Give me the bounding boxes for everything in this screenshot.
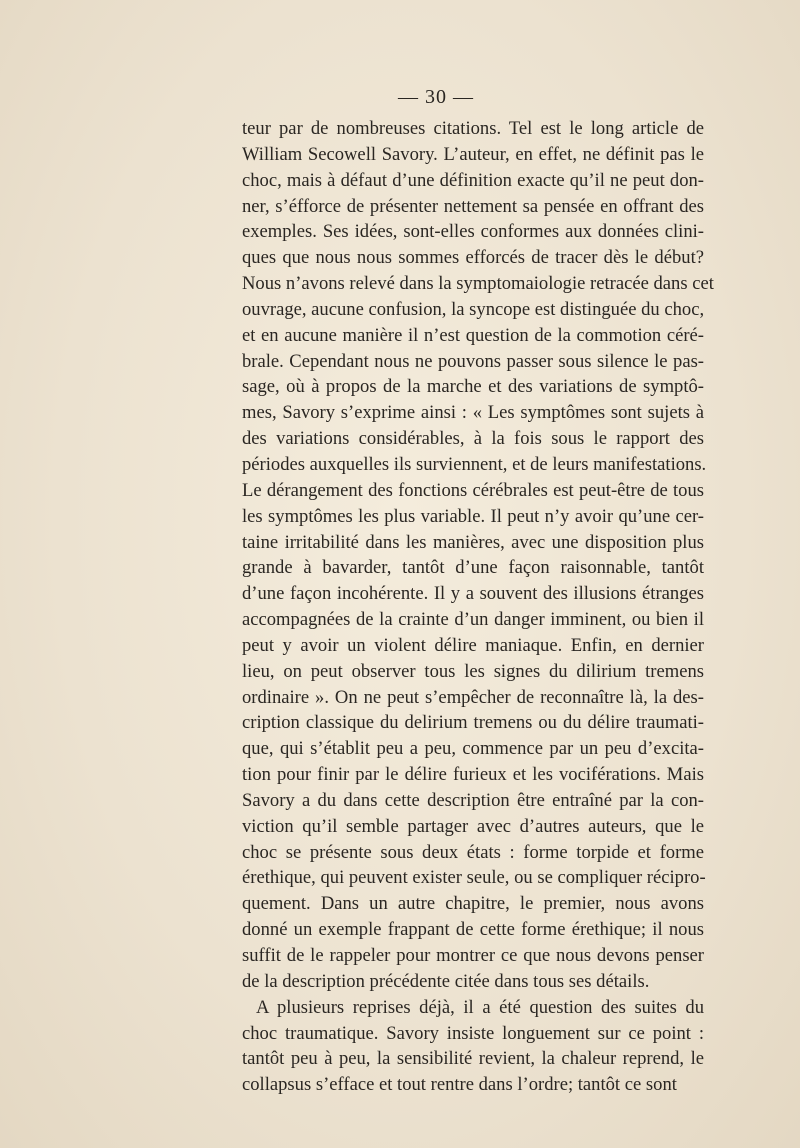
text-line: donné un exemple frappant de cette forme érethique; il nous — [242, 919, 704, 941]
text-line: tion pour finir par le délire furieux et les vociférations. Mais — [242, 764, 704, 786]
text-line: lieu, on peut observer tous les signes du dilirium tremens — [242, 660, 704, 682]
text-line: d’une façon incohérente. Il y a souvent des illusions étranges — [242, 583, 704, 605]
text-line: quement. Dans un autre chapitre, le premier, nous avons — [242, 893, 704, 915]
text-line: sage, où à propos de la marche et des variations de symptô- — [242, 376, 704, 398]
text-line: des variations considérables, à la fois sous le rapport des — [242, 428, 704, 450]
text-line: exemples. Ses idées, sont-elles conformes aux données clini- — [242, 221, 704, 243]
text-line: ner, s’éfforce de présenter nettement sa pensée en offrant des — [242, 195, 704, 217]
text-line: tantôt peu à peu, la sensibilité revient, la chaleur reprend, le — [242, 1048, 704, 1070]
text-line: périodes auxquelles ils surviennent, et de leurs manifestations. — [242, 453, 707, 475]
text-line: ouvrage, aucune confusion, la syncope est distinguée du choc, — [242, 298, 705, 320]
text-line: teur par de nombreuses citations. Tel est le long article de — [242, 118, 704, 139]
text-line: érethique, qui peuvent exister seule, ou se compliquer récipro- — [242, 867, 706, 889]
text-line: A plusieurs reprises déjà, il a été question des suites du — [256, 996, 704, 1018]
text-line: choc traumatique. Savory insiste longuement sur ce point : — [242, 1022, 704, 1044]
text-line: grande à bavarder, tantôt d’une façon raisonnable, tantôt — [242, 557, 704, 579]
text-line: mes, Savory s’exprime ainsi : « Les symptômes sont sujets à — [242, 402, 704, 424]
text-line: suffit de le rappeler pour montrer ce que nous devons penser — [242, 945, 704, 966]
text-line: peut y avoir un violent délire maniaque. Enfin, en dernier — [242, 634, 704, 656]
text-line: de la description précédente citée dans tous ses détails. — [242, 970, 650, 992]
text-line: viction qu’il semble partager avec d’autres auteurs, que le — [242, 815, 704, 837]
text-line: brale. Cependant nous ne pouvons passer sous silence le pas- — [242, 350, 704, 372]
text-line: cription classique du delirium tremens ou du délire traumati- — [242, 712, 704, 734]
page-number: — 30 — — [398, 86, 474, 108]
text-line: les symptômes les plus variable. Il peut n’y avoir qu’une cer- — [242, 505, 704, 527]
text-line: William Secowell Savory. L’auteur, en effet, ne définit pas le — [242, 143, 704, 165]
text-line: Savory a du dans cette description être entraîné par la con- — [242, 789, 704, 811]
text-line: choc, mais à défaut d’une définition exacte qu’il ne peut don- — [242, 169, 704, 191]
text-line: Le dérangement des fonctions cérébrales est peut-être de tous — [242, 479, 704, 501]
text-line: Nous n’avons relevé dans la symptomaiologie retracée dans cet — [242, 273, 714, 295]
text-line: accompagnées de la crainte d’un danger imminent, ou bien il — [242, 609, 704, 631]
text-line: et en aucune manière il n’est question de la commotion céré- — [242, 324, 704, 346]
text-line: ques que nous nous sommes efforcés de tracer dès le début? — [242, 247, 704, 269]
text-line: collapsus s’efface et tout rentre dans l’ordre; tantôt ce sont — [242, 1074, 677, 1096]
text-line: que, qui s’établit peu a peu, commence par un peu d’excita- — [242, 738, 704, 760]
text-line: choc se présente sous deux états : forme torpide et forme — [242, 841, 704, 863]
body-text — [242, 116, 714, 1098]
text-line: taine irritabilité dans les manières, avec une disposition plus — [242, 531, 704, 553]
text-line: ordinaire ». On ne peut s’empêcher de reconnaître là, la des- — [242, 686, 704, 708]
